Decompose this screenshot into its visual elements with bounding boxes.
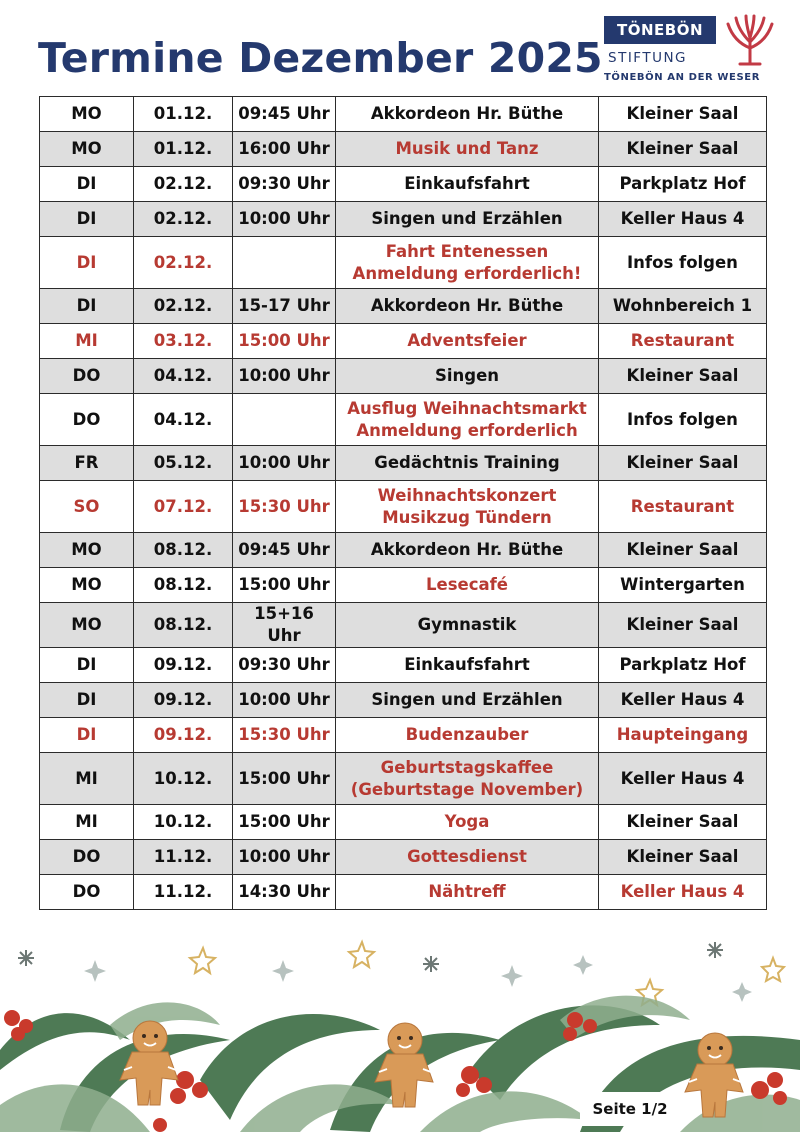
event-cell xyxy=(336,394,599,446)
date-cell: 04.12. xyxy=(134,359,233,394)
time-cell: 10:00 Uhr xyxy=(233,202,336,237)
time-cell xyxy=(233,394,336,446)
day-cell: SO xyxy=(40,481,134,533)
day-cell: DI xyxy=(40,167,134,202)
schedule-body xyxy=(40,97,767,910)
event-line: Akkordeon Hr. Büthe xyxy=(370,296,564,315)
event-cell xyxy=(336,481,599,533)
place-cell: Keller Haus 4 xyxy=(599,683,767,718)
time-cell: 15:00 Uhr xyxy=(233,324,336,359)
event-cell xyxy=(336,97,599,132)
place-cell: Restaurant xyxy=(599,324,767,359)
table-row xyxy=(40,875,767,910)
day-cell: DI xyxy=(40,289,134,324)
event-line: Gedächtnis Training xyxy=(374,453,560,472)
event-line: Ausflug Weihnachtsmarkt xyxy=(347,398,587,418)
time-cell: 10:00 Uhr xyxy=(233,683,336,718)
table-row xyxy=(40,683,767,718)
place-cell: Keller Haus 4 xyxy=(599,202,767,237)
event-line: Gymnastik xyxy=(417,615,517,634)
event-cell xyxy=(336,648,599,683)
date-cell: 09.12. xyxy=(134,718,233,753)
table-row xyxy=(40,568,767,603)
date-cell: 03.12. xyxy=(134,324,233,359)
logo-name: TÖNEBÖN xyxy=(604,16,716,44)
event-cell xyxy=(336,446,599,481)
place-cell: Kleiner Saal xyxy=(599,446,767,481)
date-cell: 11.12. xyxy=(134,875,233,910)
time-cell: 15:00 Uhr xyxy=(233,568,336,603)
schedule-table xyxy=(39,96,767,910)
event-line: Lesecafé xyxy=(425,575,508,594)
date-cell: 05.12. xyxy=(134,446,233,481)
day-cell: MI xyxy=(40,324,134,359)
event-cell xyxy=(336,289,599,324)
table-row xyxy=(40,805,767,840)
event-line: Fahrt Entenessen xyxy=(385,241,549,261)
event-cell xyxy=(336,805,599,840)
date-cell: 08.12. xyxy=(134,603,233,648)
event-line: Anmeldung erforderlich! xyxy=(352,263,582,283)
table-row xyxy=(40,359,767,394)
day-cell: MO xyxy=(40,568,134,603)
event-cell xyxy=(336,840,599,875)
event-line: Akkordeon Hr. Büthe xyxy=(370,540,564,559)
day-cell: MO xyxy=(40,132,134,167)
table-row xyxy=(40,603,767,648)
time-cell: 09:30 Uhr xyxy=(233,167,336,202)
date-cell: 09.12. xyxy=(134,683,233,718)
place-cell: Keller Haus 4 xyxy=(599,753,767,805)
day-cell: DI xyxy=(40,683,134,718)
time-cell: 10:00 Uhr xyxy=(233,446,336,481)
place-cell: Infos folgen xyxy=(599,394,767,446)
event-line: Budenzauber xyxy=(405,725,529,744)
time-cell: 15:00 Uhr xyxy=(233,753,336,805)
event-line: Anmeldung erforderlich xyxy=(356,420,578,440)
table-row xyxy=(40,97,767,132)
event-cell xyxy=(336,202,599,237)
date-cell: 07.12. xyxy=(134,481,233,533)
date-cell: 11.12. xyxy=(134,840,233,875)
day-cell: DI xyxy=(40,718,134,753)
day-cell: MO xyxy=(40,603,134,648)
event-line: Gottesdienst xyxy=(407,847,527,866)
time-cell: 15:30 Uhr xyxy=(233,481,336,533)
event-cell xyxy=(336,875,599,910)
table-row xyxy=(40,753,767,805)
page-title: Termine Dezember 2025 xyxy=(38,34,603,82)
event-line: Einkaufsfahrt xyxy=(404,655,530,674)
place-cell: Kleiner Saal xyxy=(599,132,767,167)
day-cell: DO xyxy=(40,394,134,446)
table-row xyxy=(40,324,767,359)
logo-tagline: TÖNEBÖN AN DER WESER xyxy=(604,72,760,83)
event-line: Singen und Erzählen xyxy=(371,209,563,228)
event-line: Einkaufsfahrt xyxy=(404,174,530,193)
table-row xyxy=(40,167,767,202)
time-cell: 09:45 Uhr xyxy=(233,97,336,132)
table-row xyxy=(40,648,767,683)
place-cell: Parkplatz Hof xyxy=(599,648,767,683)
table-row xyxy=(40,481,767,533)
time-cell: 15:00 Uhr xyxy=(233,805,336,840)
place-cell: Kleiner Saal xyxy=(599,805,767,840)
date-cell: 02.12. xyxy=(134,202,233,237)
time-cell: 16:00 Uhr xyxy=(233,132,336,167)
event-line: Akkordeon Hr. Büthe xyxy=(370,104,564,123)
date-cell: 10.12. xyxy=(134,805,233,840)
place-cell: Wintergarten xyxy=(599,568,767,603)
day-cell: MO xyxy=(40,97,134,132)
place-cell: Kleiner Saal xyxy=(599,97,767,132)
tree-logo-icon xyxy=(722,14,778,66)
place-cell: Restaurant xyxy=(599,481,767,533)
day-cell: DI xyxy=(40,648,134,683)
table-row xyxy=(40,132,767,167)
event-line: Nähtreff xyxy=(428,882,506,901)
table-row xyxy=(40,533,767,568)
place-cell: Kleiner Saal xyxy=(599,840,767,875)
table-row xyxy=(40,718,767,753)
time-cell: 15-17 Uhr xyxy=(233,289,336,324)
event-cell xyxy=(336,237,599,289)
event-line: Adventsfeier xyxy=(407,331,527,350)
place-cell: Kleiner Saal xyxy=(599,603,767,648)
event-line: Weihnachtskonzert xyxy=(377,485,557,505)
table-row xyxy=(40,446,767,481)
foundation-logo xyxy=(604,14,790,86)
day-cell: DI xyxy=(40,237,134,289)
event-cell xyxy=(336,718,599,753)
day-cell: MI xyxy=(40,753,134,805)
date-cell: 10.12. xyxy=(134,753,233,805)
date-cell: 09.12. xyxy=(134,648,233,683)
date-cell: 08.12. xyxy=(134,568,233,603)
event-cell xyxy=(336,683,599,718)
date-cell: 02.12. xyxy=(134,167,233,202)
time-cell: 14:30 Uhr xyxy=(233,875,336,910)
date-cell: 04.12. xyxy=(134,394,233,446)
event-cell xyxy=(336,132,599,167)
place-cell: Kleiner Saal xyxy=(599,359,767,394)
event-line: Geburtstagskaffee xyxy=(380,757,554,777)
logo-subtitle: STIFTUNG xyxy=(608,50,688,66)
date-cell: 01.12. xyxy=(134,97,233,132)
event-line: Musikzug Tündern xyxy=(382,507,552,527)
event-cell xyxy=(336,167,599,202)
place-cell: Keller Haus 4 xyxy=(599,875,767,910)
event-cell xyxy=(336,568,599,603)
event-line: Musik und Tanz xyxy=(395,139,539,158)
time-cell: 09:30 Uhr xyxy=(233,648,336,683)
time-cell xyxy=(233,237,336,289)
page-number: Seite 1/2 xyxy=(580,1092,680,1126)
event-cell xyxy=(336,533,599,568)
time-cell: 09:45 Uhr xyxy=(233,533,336,568)
date-cell: 02.12. xyxy=(134,289,233,324)
day-cell: DO xyxy=(40,359,134,394)
place-cell: Haupteingang xyxy=(599,718,767,753)
event-cell xyxy=(336,359,599,394)
date-cell: 02.12. xyxy=(134,237,233,289)
day-cell: MI xyxy=(40,805,134,840)
date-cell: 08.12. xyxy=(134,533,233,568)
day-cell: DI xyxy=(40,202,134,237)
place-cell: Wohnbereich 1 xyxy=(599,289,767,324)
day-cell: MO xyxy=(40,533,134,568)
place-cell: Parkplatz Hof xyxy=(599,167,767,202)
place-cell: Infos folgen xyxy=(599,237,767,289)
place-cell: Kleiner Saal xyxy=(599,533,767,568)
day-cell: DO xyxy=(40,875,134,910)
table-row xyxy=(40,840,767,875)
date-cell: 01.12. xyxy=(134,132,233,167)
christmas-decoration xyxy=(0,930,800,1132)
table-row xyxy=(40,202,767,237)
day-cell: FR xyxy=(40,446,134,481)
event-line: (Geburtstage November) xyxy=(350,779,584,799)
table-row xyxy=(40,394,767,446)
time-cell: 15:30 Uhr xyxy=(233,718,336,753)
time-cell: 10:00 Uhr xyxy=(233,359,336,394)
event-cell xyxy=(336,753,599,805)
table-row xyxy=(40,289,767,324)
event-cell xyxy=(336,324,599,359)
event-cell xyxy=(336,603,599,648)
day-cell: DO xyxy=(40,840,134,875)
event-line: Yoga xyxy=(444,812,490,831)
event-line: Singen und Erzählen xyxy=(371,690,563,709)
table-row xyxy=(40,237,767,289)
time-cell: 10:00 Uhr xyxy=(233,840,336,875)
event-line: Singen xyxy=(434,366,500,385)
time-cell: 15+16 Uhr xyxy=(233,603,336,648)
